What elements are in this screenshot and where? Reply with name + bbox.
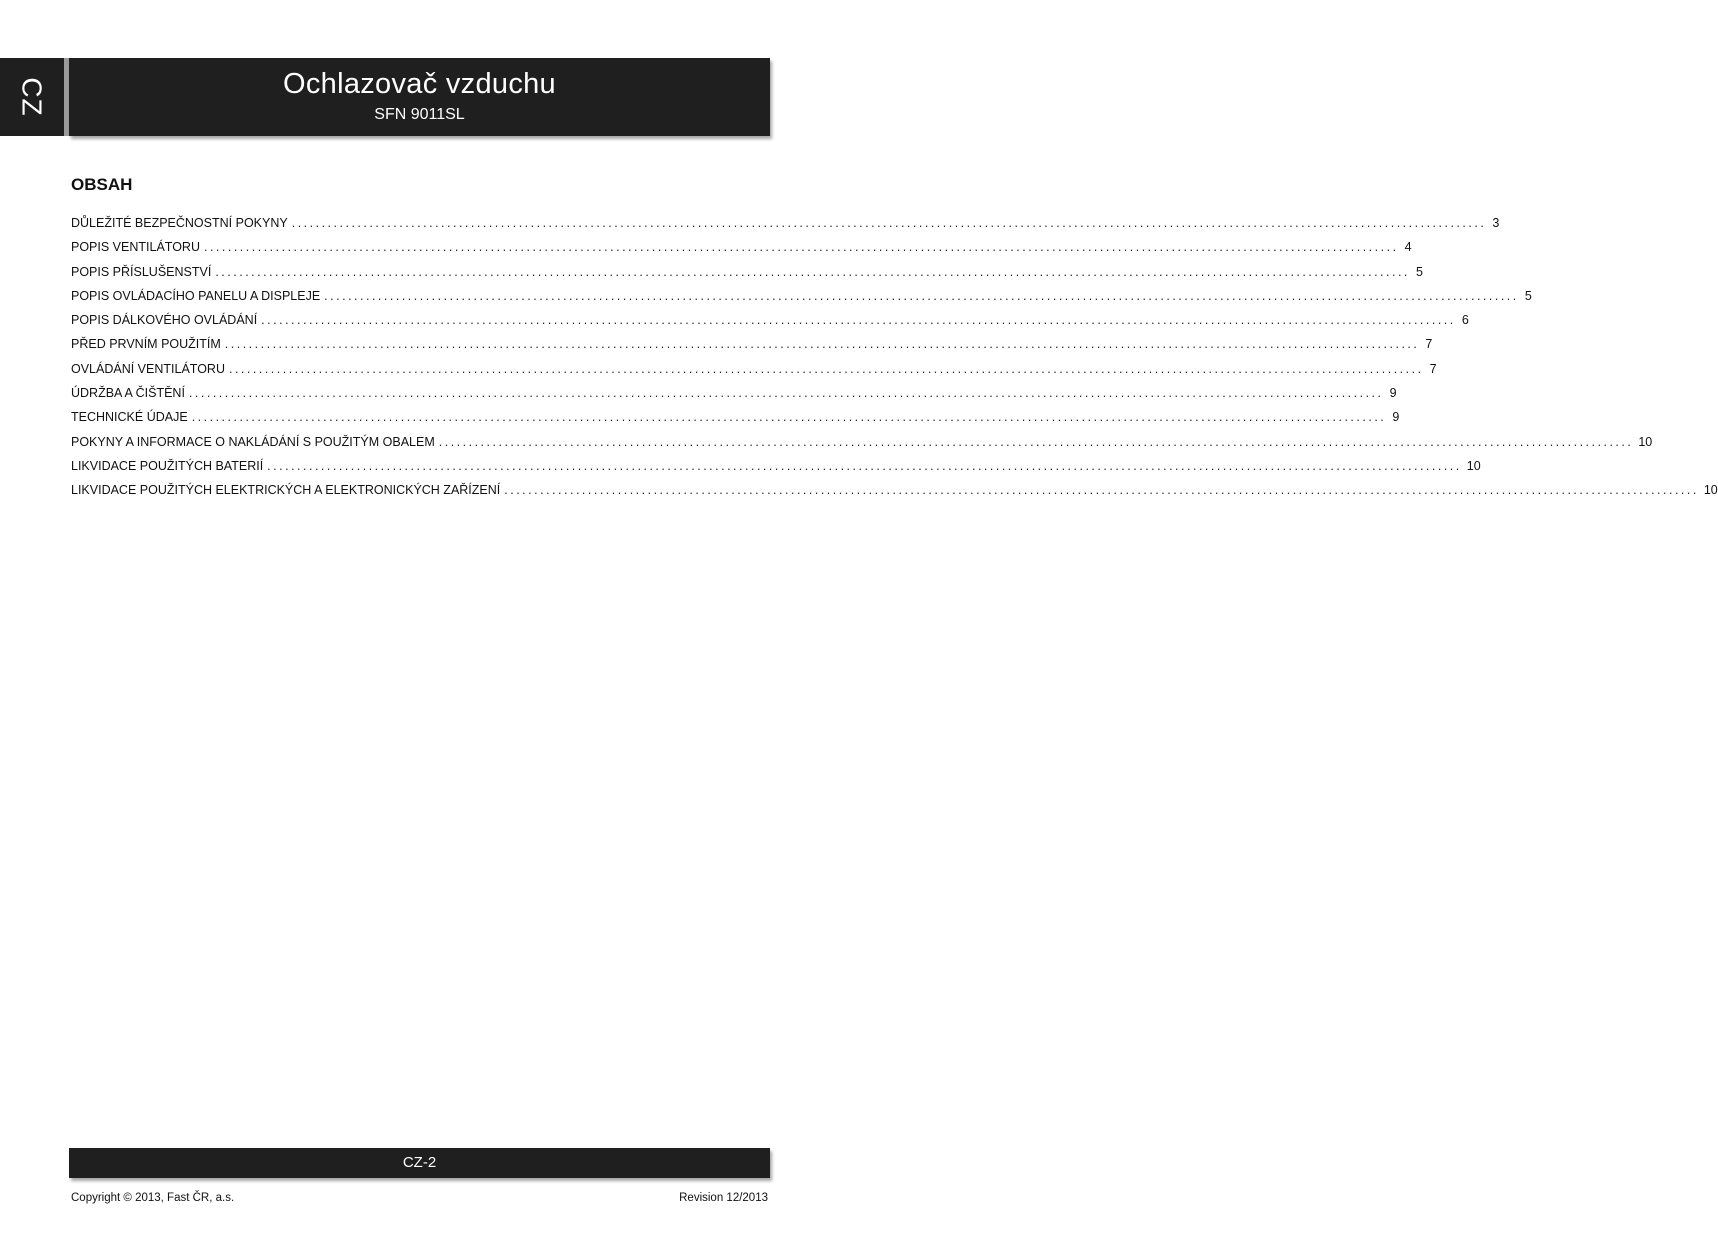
toc-entry[interactable] bbox=[71, 483, 1718, 507]
page-number: CZ-2 bbox=[402, 1154, 437, 1171]
toc-entry-page: 10 bbox=[1703, 483, 1718, 498]
toc-entry-page: 10 bbox=[1466, 458, 1481, 473]
document-title: Ochlazovač vzduchu bbox=[283, 68, 556, 100]
toc-entry-label: POKYNY A INFORMACE O NAKLÁDÁNÍ S POUŽITÝM OBALEM bbox=[71, 434, 435, 449]
toc-entry[interactable] bbox=[71, 264, 1423, 289]
toc-entry-page: 10 bbox=[1638, 434, 1653, 449]
revision-text: Revision 12/2013 bbox=[679, 1192, 768, 1204]
language-code: CZ bbox=[16, 77, 48, 117]
toc-entry-page: 5 bbox=[1524, 288, 1532, 303]
toc-heading: OBSAH bbox=[71, 175, 133, 194]
toc-dot-leader: ........................................................................................................................................................................................................ bbox=[203, 240, 1399, 255]
toc-dot-leader: ........................................................................................................................................................................................................ bbox=[504, 483, 1699, 498]
toc-entry[interactable] bbox=[71, 337, 1433, 361]
toc-entry-label: POPIS DÁLKOVÉHO OVLÁDÁNÍ bbox=[71, 313, 258, 328]
toc-entry-page: 7 bbox=[1429, 361, 1437, 376]
toc-entry-label: POPIS VENTILÁTORU bbox=[71, 240, 200, 255]
toc-entry-label: POPIS OVLÁDACÍHO PANELU A DISPLEJE bbox=[71, 288, 321, 303]
toc-dot-leader: ........................................................................................................................................................................................................ bbox=[215, 264, 1410, 279]
toc-entry-label: POPIS PŘÍSLUŠENSTVÍ bbox=[71, 264, 212, 279]
toc-list bbox=[71, 216, 1718, 508]
toc-entry[interactable] bbox=[71, 240, 1412, 264]
header-bar bbox=[69, 58, 770, 136]
toc-entry-page: 6 bbox=[1461, 313, 1469, 328]
toc-entry-page: 4 bbox=[1404, 240, 1412, 255]
copyright-text: Copyright © 2013, Fast ČR, a.s. bbox=[71, 1192, 235, 1204]
toc-entry-page: 9 bbox=[1389, 386, 1397, 401]
toc-dot-leader: ........................................................................................................................................................................................................ bbox=[291, 216, 1487, 230]
toc-entry-label: OVLÁDÁNÍ VENTILÁTORU bbox=[71, 361, 225, 376]
toc-dot-leader: ........................................................................................................................................................................................................ bbox=[324, 288, 1519, 303]
toc-dot-leader: ........................................................................................................................................................................................................ bbox=[267, 458, 1462, 473]
toc-entry[interactable] bbox=[71, 434, 1653, 459]
model-number: SFN 9011SL bbox=[374, 106, 465, 123]
toc-dot-leader: ........................................................................................................................................................................................................ bbox=[224, 337, 1420, 352]
toc-entry-page: 5 bbox=[1415, 264, 1423, 279]
toc-entry[interactable] bbox=[71, 458, 1481, 483]
footer-bar bbox=[69, 1148, 770, 1178]
toc-entry[interactable] bbox=[71, 361, 1437, 386]
toc-dot-leader: ........................................................................................................................................................................................................ bbox=[228, 361, 1424, 376]
toc-dot-leader: ........................................................................................................................................................................................................ bbox=[188, 386, 1384, 401]
toc-entry-page: 9 bbox=[1392, 410, 1400, 425]
toc-entry-page: 7 bbox=[1425, 337, 1433, 352]
toc-entry-label: PŘED PRVNÍM POUŽITÍM bbox=[71, 337, 221, 352]
toc-entry-label: LIKVIDACE POUŽITÝCH ELEKTRICKÝCH A ELEKTRONICKÝCH ZAŘÍZENÍ bbox=[71, 483, 501, 498]
language-tab bbox=[0, 58, 64, 136]
toc-dot-leader: ........................................................................................................................................................................................................ bbox=[438, 434, 1634, 449]
toc-entry[interactable] bbox=[71, 313, 1469, 337]
toc-entry[interactable] bbox=[71, 288, 1532, 313]
toc-entry[interactable] bbox=[71, 386, 1397, 410]
toc-dot-leader: ........................................................................................................................................................................................................ bbox=[191, 410, 1387, 425]
toc-entry[interactable] bbox=[71, 216, 1500, 240]
toc-entry-page: 3 bbox=[1492, 216, 1500, 230]
toc-dot-leader: ........................................................................................................................................................................................................ bbox=[261, 313, 1456, 328]
toc-entry-label: DŮLEŽITÉ BEZPEČNOSTNÍ POKYNY bbox=[71, 216, 288, 230]
toc-entry-label: TECHNICKÉ ÚDAJE bbox=[71, 410, 188, 425]
toc-entry-label: LIKVIDACE POUŽITÝCH BATERIÍ bbox=[71, 458, 264, 473]
toc-entry-label: ÚDRŽBA A ČIŠTĚNÍ bbox=[71, 386, 185, 401]
toc-entry[interactable] bbox=[71, 410, 1400, 434]
